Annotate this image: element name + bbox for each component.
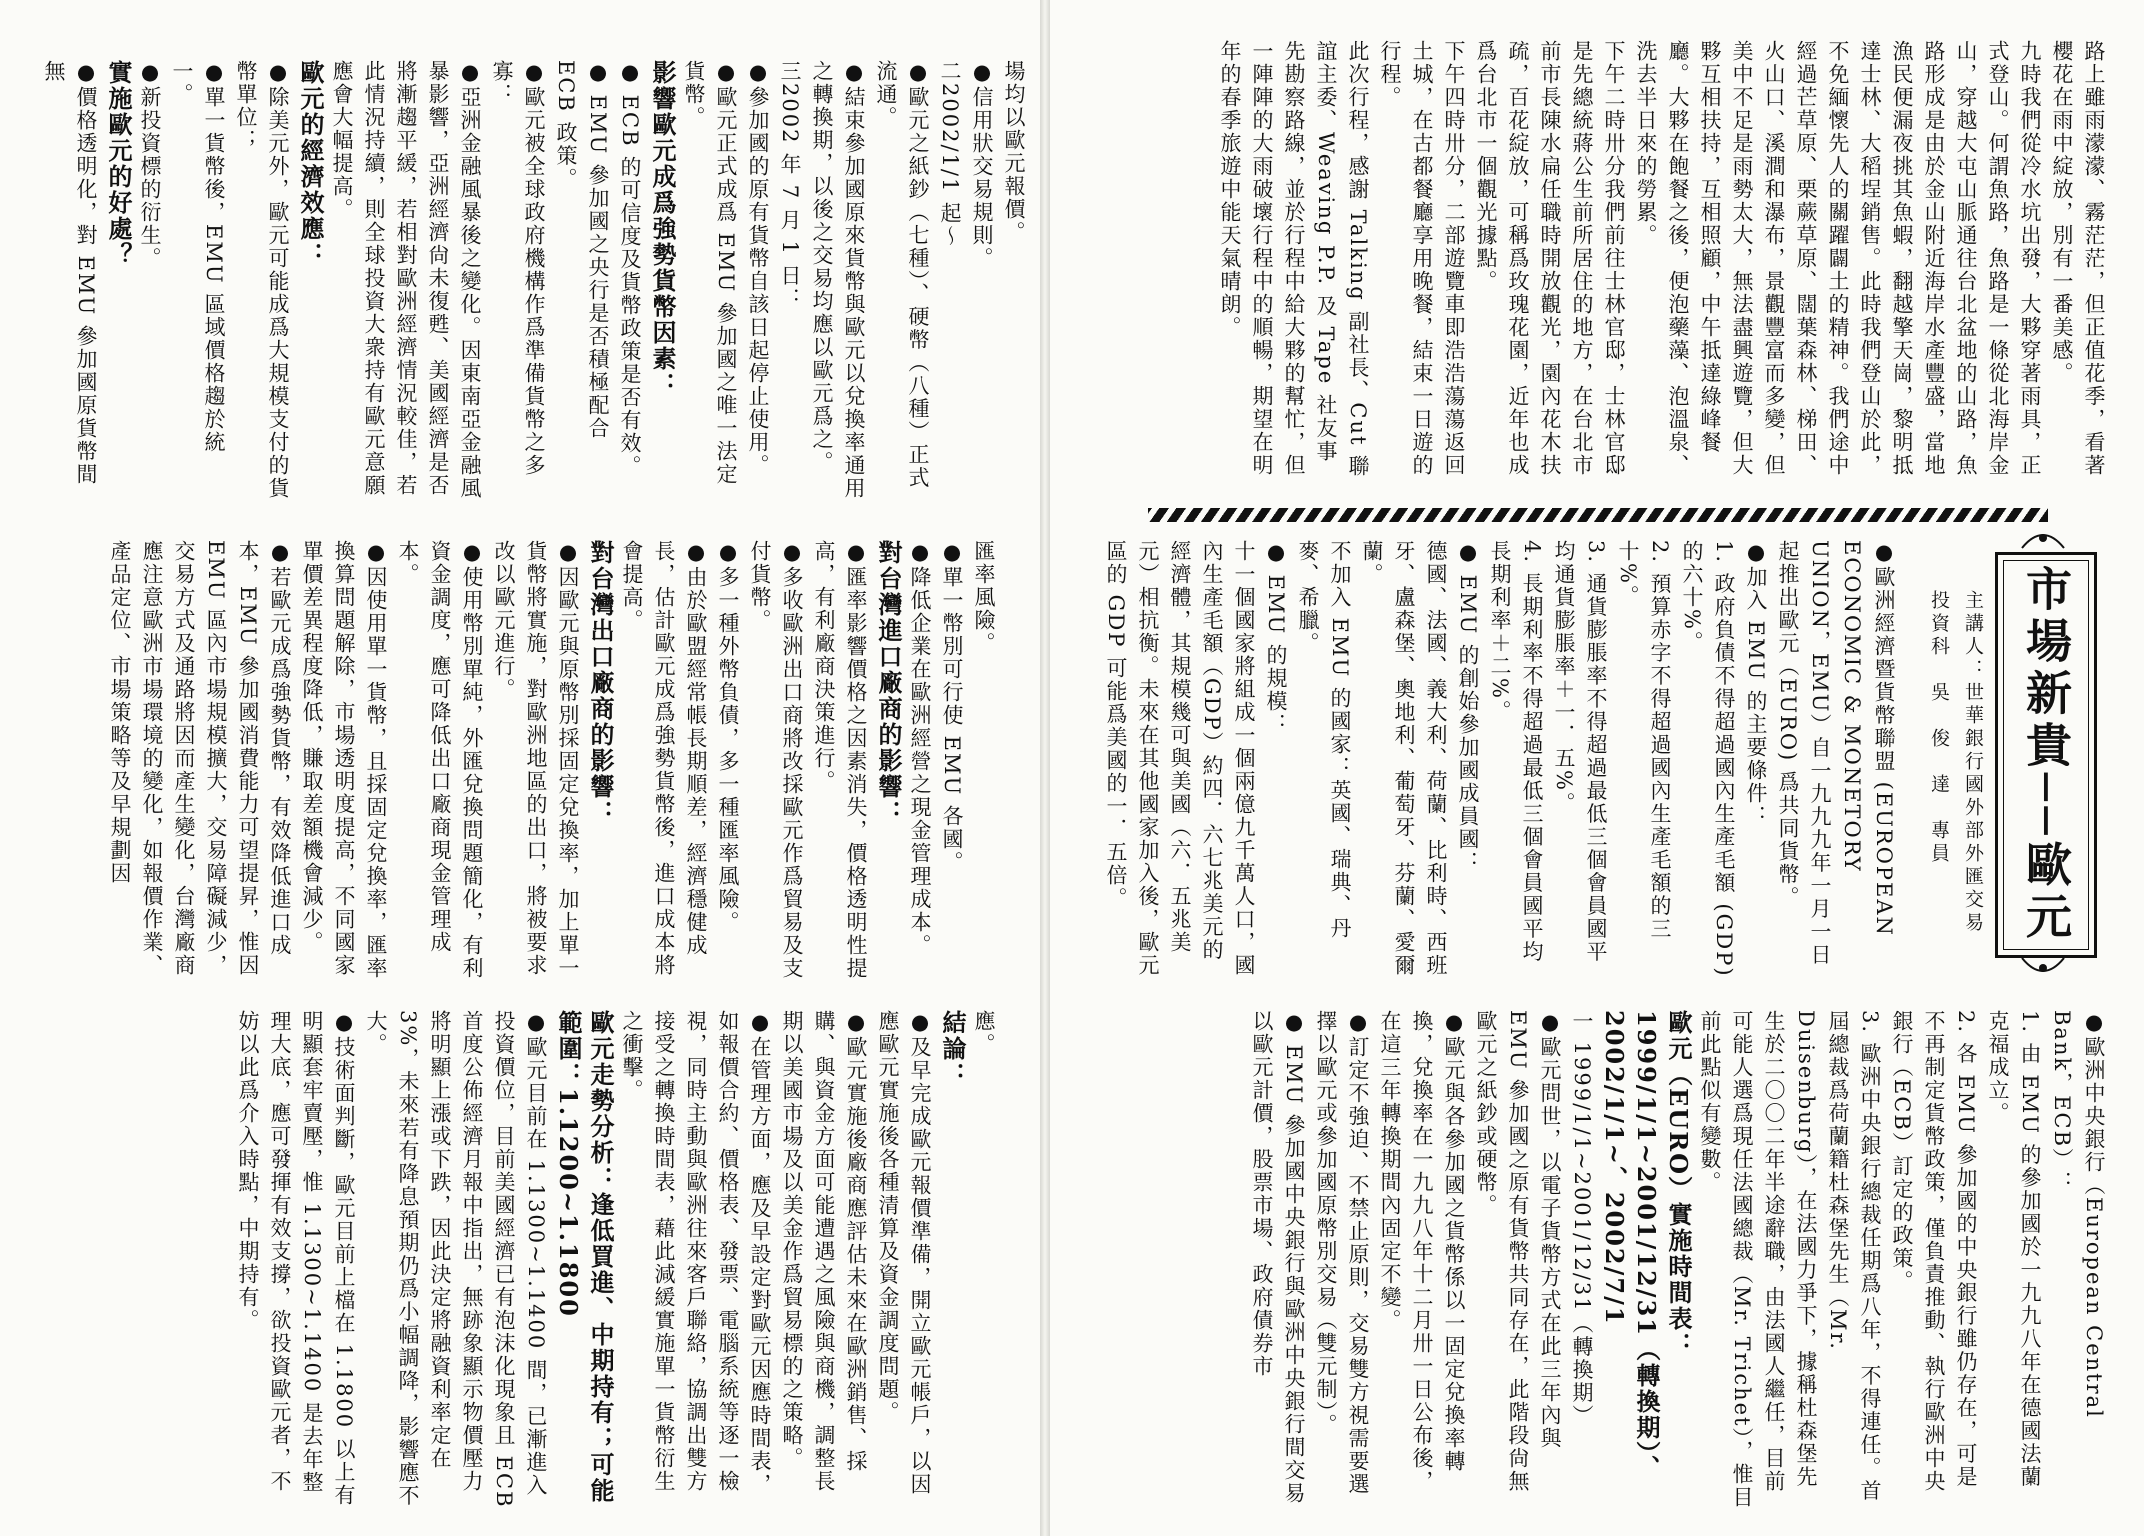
- paragraph: ● EMU 參加國中央銀行與歐洲中央銀行間交易以歐元計價，股票市場、政府債券市: [1250, 1010, 1306, 1505]
- paragraph: ●由於歐盟經常帳長期順差，經濟穩健成長，估計歐元成爲強勢貨幣後，進口成本將會提高。: [620, 540, 708, 977]
- paragraph: ● EMU 的創始參加國成員國：: [1456, 540, 1480, 874]
- paragraph: ●歐元問世，以電子貨幣方式在此三年內與 EMU 參加國之原有貨幣共同存在，此階段尙無歐元之紙鈔或硬幣。: [1474, 1010, 1562, 1494]
- paragraph: ●新投資標的衍生。: [138, 60, 162, 270]
- paragraph: 2. 預算赤字不得超過國內生產毛額的三十%。: [1616, 540, 1672, 941]
- paragraph: ● EMU 參加國之央行是否積極配合 ECB 政策。: [554, 60, 610, 440]
- paragraph: ●因使用單一貨幣，且採固定兌換率，匯率換算問題解除，市場透明度提高，不同國家單價差異程度降低，賺取差額機會減少。: [300, 540, 388, 980]
- paragraph: 德國、法國、義大利、荷蘭、比利時、西班牙、盧森堡、奧地利、葡萄牙、芬蘭、愛爾蘭。: [1360, 540, 1448, 977]
- paragraph: ●多收歐洲出口商將改採歐元作爲貿易及支付貨幣。: [748, 540, 804, 980]
- paragraph: ●降低企業在歐洲經營之現金管理成本。: [908, 540, 932, 957]
- left-upper-text: [40, 60, 1030, 500]
- ornament-bottom-icon: [2020, 954, 2066, 978]
- left-lower-text: [40, 1010, 1000, 1510]
- paragraph: 下午二時卅分我們前往士林官邸，士林官邸是先總統蔣公生前所居住的地方，在台北市前市長陳水扁任職時開放觀光，園內花木扶疏，百花綻放，可稱爲玫瑰花園，近年也成爲台北市一個觀光據點。: [1474, 40, 1626, 477]
- section-divider: [1148, 508, 2048, 522]
- paragraph: ●單一幣別可行使 EMU 各國。: [940, 540, 964, 874]
- paragraph: 3. 通貨膨脹率不得超過最低三個會員國平均通貨膨脹率＋一．五%。: [1552, 540, 1608, 964]
- paragraph: ●參加國的原有貨幣自該日起停止使用。: [746, 60, 770, 477]
- paragraph: ●歐洲經濟暨貨幣聯盟 (EUROPEAN ECONOMIC & MONETORY UNION，EMU）自一九九九年一月一日起推出歐元（EURO) 爲共同貨幣。: [1776, 540, 1896, 967]
- market-article-part2-body: [1246, 1010, 2110, 1510]
- paragraph: 1. 政府負債不得超過國內生產毛額 (GDP) 的六十%。: [1680, 540, 1736, 978]
- paragraph: 4. 長期利率不得超過最低三個會員國平均長期利率＋二%。: [1488, 540, 1544, 964]
- paragraph: ●歐元之紙鈔（七種）、硬幣（八種）正式流通。: [874, 60, 930, 490]
- column-title-box: [1995, 552, 2097, 958]
- ornament-top-icon: [2020, 528, 2066, 552]
- paragraph: ●匯率影響價格之因素消失，價格透明性提高，有利廠商決策進行。: [812, 540, 868, 980]
- section-heading: 歐元的經濟效應：: [296, 60, 325, 268]
- paragraph: ●價格透明化，對 EMU 參加國原貨幣間無: [42, 60, 98, 486]
- paragraph: ●及早完成歐元報價準備，開立歐元帳戶，以因應歐元實施後各種清算及資金調度問題。: [876, 1010, 932, 1496]
- market-article-part1: [1104, 540, 1900, 980]
- paragraph: 不加入 EMU 的國家：英國、瑞典、丹麥、希臘。: [1296, 540, 1352, 940]
- paragraph: ●結束參加國原來貨幣與歐元以兌換率通用之轉換期，以後之交易均應以歐元爲之。: [810, 60, 866, 500]
- paragraph: ●若歐元成爲強勢貨幣，有效降低進口成本，EMU 參加國消費能力可望提昇，惟因 EMU 區內市場規模擴大，交易障礙減少，交易方式及通路將因而產生變化，台灣廠商應注意歐洲市場環境的變化，如報價作業、產品定位、市場策略等及早規劃因: [108, 540, 292, 978]
- paragraph: 場均以歐元報價。: [1002, 60, 1026, 244]
- section-heading: 結論：: [938, 1010, 967, 1088]
- left-page: [0, 0, 1040, 1536]
- paragraph: ●在管理方面，應及早設定對歐元因應時間表，如報價合約、價格表、發票、電腦系統等逐一檢視，同時主動與歐洲往來客戶聯絡，協調出雙方接受之轉換時間表，藉此減緩實施單一貨幣衍生之衝擊。: [620, 1010, 772, 1496]
- paragraph: ●訂定不強迫、不禁止原則，交易雙方視需要選擇以歐元或參加國原幣別交易（雙元制）。: [1314, 1010, 1370, 1496]
- paragraph: 一 1999/1/1~2001/12/31（轉換期）: [1570, 1010, 1594, 1428]
- paragraph: 匯率風險。: [972, 540, 996, 655]
- section-heading: 對台灣進口廠商的影響：: [874, 540, 903, 826]
- paragraph: 路上雖雨濛濛、霧茫茫，但正值花季，看著櫻花在雨中綻放，別有一番美感。: [2050, 40, 2106, 477]
- paragraph: ● EMU 的規模：: [1264, 540, 1288, 736]
- paragraph: ●歐元與各參加國之貨幣係以一固定兌換率轉換，兌換率在一九九八年十二月卅一日公布後，在這三年轉換期間內固定不變。: [1378, 1010, 1466, 1493]
- paragraph: 三2002 年 7 月 1 日：: [778, 60, 802, 311]
- paragraph: ●單一貨幣後，EMU 區域價格趨於統一。: [170, 60, 226, 455]
- paragraph: ●歐元實施後廠商應評估未來在歐洲銷售、採購、與資金方面可能遭遇之風險與商機，調整長期以美國市場及以美金作爲貿易標的之策略。: [780, 1010, 868, 1493]
- travel-article-body: [1214, 40, 2110, 480]
- paragraph: ●因歐元與原幣別採固定兌換率，加上單一貨幣將實施，對歐洲地區的出口，將被要求改以歐元進行。: [492, 540, 580, 980]
- paragraph: ●亞洲金融風暴後之變化。因東南亞金融風暴影響，亞洲經濟尙未復甦、美國經濟是否將漸趨平緩，若相對歐洲經濟情況較佳，若此情況持續，則全球投資大衆持有歐元意願應會大幅提高。: [330, 60, 482, 500]
- section-heading: 對台灣出口廠商的影響：: [586, 540, 615, 826]
- paragraph: ● ECB 的可信度及貨幣政策是否有效。: [618, 60, 642, 479]
- left-middle-text: [40, 540, 1000, 990]
- paragraph: 下午四時卅分，二部遊覽車即浩浩蕩蕩返回土城，在古都餐廳享用晚餐，結束一日遊的行程。: [1378, 40, 1466, 477]
- paragraph: ●歐元正式成爲 EMU 參加國之唯一法定貨幣。: [682, 60, 738, 486]
- paragraph: 此次行程，感謝 Talking 副社長、Cut 聯誼主委、Weaving P.P. 及 Tape 社友事先勘察路線，並於行程中給大夥的幫忙，但一陣陣的大雨破壞行程中的順暢，期望在明年的春季旅遊中能天氣晴朗。: [1218, 40, 1370, 479]
- market-article-part1-body: [1100, 540, 1900, 980]
- paragraph: 3. 歐洲中央銀行總裁任期爲八年，不得連任。首屆總裁爲荷蘭籍杜森堡先生（Mr. Duisenburg），在法國力爭下，據稱杜森堡先生於二〇〇二年半途辭職，由法國人繼任，目前可能人選爲現任法國總裁（Mr. Trichet），惟目前此點似有變數。: [1698, 1010, 1882, 1509]
- paragraph: ●歐元被全球政府機構作爲準備貨幣之多寡：: [490, 60, 546, 477]
- travel-article: [1160, 40, 2110, 480]
- paragraph: 十一個國家將組成一個兩億九千萬人口，國內生產毛額（GDP）約四．六七兆美元的經濟體，其規模幾可與美國（六．五兆美元）相抗衡。未來在其他國家加入後，歐元區的 GDP 可能爲美國的一．五倍。: [1104, 540, 1256, 977]
- paragraph: ●除美元外，歐元可能成爲大規模支付的貨幣單位；: [234, 60, 290, 500]
- paragraph: ●加入 EMU 的主要條件：: [1744, 540, 1768, 828]
- author-line-2: 投資科 吳 俊 達 專員: [1928, 590, 1950, 866]
- left-middle-part: [104, 540, 1000, 990]
- paragraph: 應。: [972, 1010, 996, 1056]
- paragraph: ●技術面判斷，歐元目前上檔在 1.1800 以上有明顯套牢賣壓，惟 1.1300~1.1400 是去年整理大底，應可發揮有效支撐，欲投資歐元者，不妨以此爲介入時點，中期持有。: [236, 1010, 356, 1507]
- page-gutter: [1040, 0, 1050, 1536]
- paragraph: ●歐洲中央銀行（European Central Bank，ECB）：: [2050, 1010, 2106, 1419]
- paragraph: ●信用狀交易規則。: [970, 60, 994, 270]
- author-line-1: 主講人：世華銀行國外部外匯交易: [1962, 590, 1984, 935]
- paragraph: ●歐元目前在 1.1300~1.1400 間，已漸進入投資價位，目前美國經濟已有泡沫化現象且 ECB 首度公佈經濟月報中指出，無跡象顯示物價壓力將明顯上漲或下跌，因此決定將融資利率定在 3%，未來若有降息預期仍爲小幅調降，影響應不大。: [364, 1010, 548, 1509]
- paragraph: 九時我們從冷水坑出發，大夥穿著雨具，正式登山。何謂魚路，魚路是一條從北海岸金山，穿越大屯山脈通往台北盆地的山路，魚路形成是由於金山附近海岸水產豐盛，當地漁民便漏夜挑其魚蝦，翻越擎天崗，黎明抵達士林、大稻埕銷售。此時我們登山於此，不免緬懷先人的關躍闢土的精神。我們途中經過芒草原、栗蕨草原、闊葉森林、梯田、火山口、溪澗和瀑布，景觀豐富而多變，但美中不足是雨勢太大，無法盡興遊覽，但大夥互相扶持，互相照顧，中午抵達綠峰餐廳。大夥在飽餐之後，便泡藥藻、泡溫泉、洗去半日來的勞累。: [1634, 40, 2042, 477]
- column-title: 市場新貴──歐元: [2003, 560, 2089, 950]
- paragraph: 1. 由 EMU 的參加國於一九九八年在德國法蘭克福成立。: [1986, 1010, 2042, 1489]
- section-heading: 歐元走勢分析：逢低買進、中期持有；可能範圍：1.1200~1.1800: [554, 1010, 615, 1504]
- paragraph: ●多一種外幣負債，多一種匯率風險。: [716, 540, 740, 934]
- paragraph: 二2002/1/1 起～: [938, 60, 962, 248]
- section-heading: 影響歐元成爲強勢貨幣因素：: [648, 60, 677, 398]
- section-heading: 歐元（EURO）實施時間表：1999/1/1~2001/12/31（轉換期）、2002/1/1~、2002/7/1: [1600, 1010, 1693, 1481]
- paragraph: ●使用幣別單純，外匯兌換問題簡化，有利資金調度，應可降低出口廠商現金管理成本。: [396, 540, 484, 980]
- left-upper-part1: [38, 60, 1030, 500]
- paragraph: 2. 各 EMU 參加國的中央銀行雖仍存在，可是不再制定貨幣政策，僅負責推動、執行歐洲中央銀行（ECB）訂定的政策。: [1890, 1010, 1978, 1493]
- section-heading: 實施歐元的好處？: [104, 60, 133, 268]
- left-lower-part: [232, 1010, 1000, 1510]
- market-article-part2: [1160, 1010, 2110, 1510]
- author-credit: [1905, 590, 1987, 970]
